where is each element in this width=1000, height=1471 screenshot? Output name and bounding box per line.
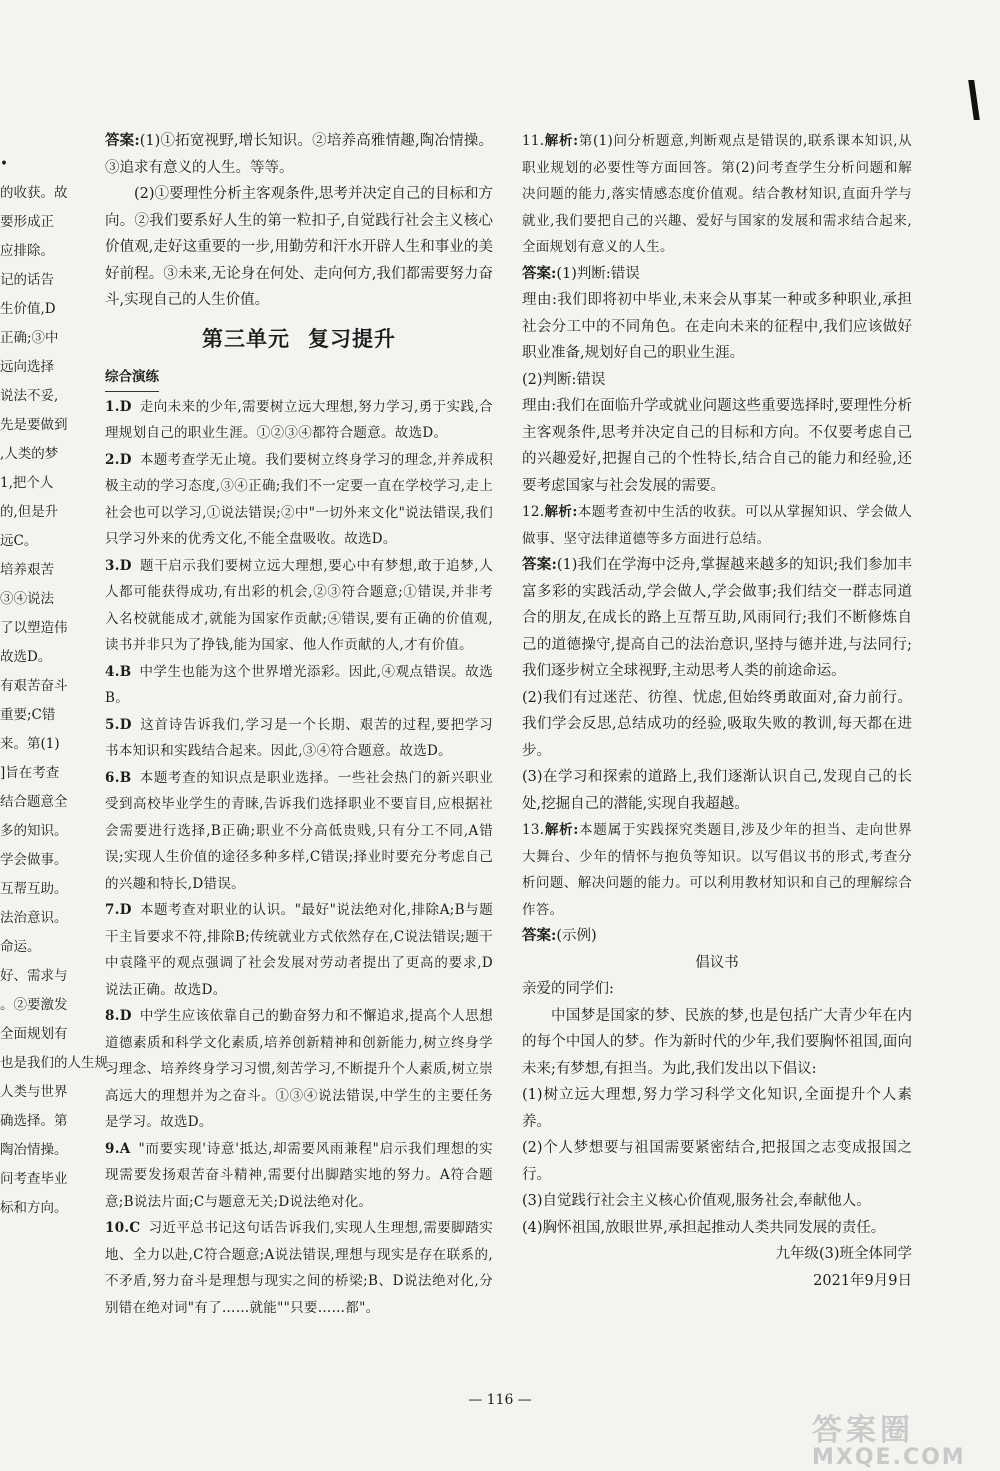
letter-title: 倡议书: [695, 954, 739, 971]
right-column: [522, 128, 912, 1294]
answer-item-number: 8.D: [105, 1008, 132, 1024]
clipped-line: 故选D。: [0, 649, 52, 665]
clipped-line: 了以塑造伟: [0, 620, 68, 636]
letter-body: 中国梦是国家的梦、民族的梦,也是包括广大青少年在内的每个中国人的梦。作为新时代的少年,我们要胸怀祖国,面向未来;有梦想,有担当。为此,我们发出以下倡议:: [522, 1007, 912, 1077]
site-watermark: [812, 1405, 982, 1470]
clipped-line: •: [0, 156, 8, 172]
unit-subtitle: 复习提升: [308, 326, 396, 351]
clipped-line: ]旨在考查: [0, 765, 60, 781]
watermark-logo-text: 答案圈: [812, 1413, 914, 1448]
answer-item: [105, 712, 493, 765]
letter-signature: 九年级(3)班全体同学: [775, 1246, 912, 1262]
answer-item-text: 中学生也能为这个世界增光添彩。因此,④观点错误。故选B。: [105, 663, 493, 706]
clipped-line: 记的话告: [0, 272, 54, 288]
letter-point: (3)自觉践行社会主义核心价值观,服务社会,奉献他人。: [522, 1193, 871, 1209]
answer-item: [105, 1003, 493, 1136]
clipped-line: 陶冶情操。: [0, 1142, 68, 1158]
answer-item-text: 题干启示我们要树立远大理想,要心中有梦想,敢于追梦,人人都可能获得成功,有出彩的机会,②③符合题意;①错误,并非考入名校就能成才,就能为国家作贡献;④错误,要有正确的价值观,读书并非只为了挣钱,能为国家、他人作贡献的人,才有价值。: [105, 557, 493, 653]
q11-a2-head: (2)判断:错误: [522, 371, 606, 388]
answer-item-text: 本题考查学无止境。我们要树立终身学习的理念,并养成积极主动的学习态度,③④正确;我们不一定要一直在学校学习,走上社会也可以学习,①说法错误;②中"一切外来文化"说法错误,我们只学习外来的优秀文化,不能全盘吸收。故选D。: [105, 451, 493, 547]
answer-item-text: 本题考查的知识点是职业选择。一些社会热门的新兴职业受到高校毕业学生的青睐,告诉我们选择职业不要盲目,应根据社会需要进行选择,B正确;职业不分高低贵贱,只有分工不同,A错误;实现人生价值的途径多种多样,C错误;择业时要充分考虑自己的兴趣和特长,D错误。: [105, 769, 493, 892]
clipped-line: ③④说法: [0, 591, 54, 607]
letter-point: (4)胸怀祖国,放眼世界,承担起推动人类共同发展的责任。: [522, 1219, 886, 1236]
letter-point: (1)树立远大理想,努力学习科学文化知识,全面提升个人素养。: [522, 1087, 912, 1130]
clipped-line: 结合题意全: [0, 794, 68, 810]
q11-a1-reason: 理由:我们即将初中毕业,未来会从事某一种或多种职业,承担社会分工中的不同角色。在走向未来的征程中,我们应该做好职业准备,规划好自己的职业生涯。: [522, 292, 912, 361]
answer-item-text: 习近平总书记这句话告诉我们,实现人生理想,需要脚踏实地、全力以赴,C符合题意;A说法错误,理想与现实是存在联系的,不矛盾,努力奋斗是理想与现实之间的桥梁;B、D说法绝对化,分别错在绝对词"有了……就能""只要……都"。: [105, 1220, 493, 1316]
clipped-line: 的收获。故: [0, 185, 68, 201]
answer-label: 答案:: [522, 927, 557, 944]
clipped-line: 生价值,D: [0, 301, 56, 317]
answer-item-number: 10.C: [105, 1220, 141, 1236]
clipped-line: 要形成正: [0, 214, 54, 230]
q12-answer-3: (3)在学习和探索的道路上,我们逐渐认识自己,发现自己的长处,挖掘自己的潜能,实现自我超越。: [522, 769, 912, 812]
q11-analysis-text: 第(1)问分析题意,判断观点是错误的,联系课本知识,从职业规划的必要性等方面回答。第(2)问考查学生分析问题和解决问题的能力,落实情感态度价值观。结合教材知识,直面升学与就业,我们要把自己的兴趣、爱好与国家的发展和需求结合起来,全面规划有意义的人生。: [522, 133, 912, 255]
answer-paragraph-2: (2)①要理性分析主客观条件,思考并决定自己的目标和方向。②我们要系好人生的第一粒扣子,自觉践行社会主义核心价值观,走好这重要的一步,用勤劳和汗水开辟人生和事业的美好前程。③未来,无论身在何处、走向何方,我们都需要努力奋斗,实现自己的人生价值。: [105, 186, 493, 308]
middle-column: [105, 128, 493, 1321]
letter-points: [522, 1082, 912, 1241]
unit-title: 第三单元: [202, 326, 290, 351]
clipped-line: 法治意识。: [0, 910, 68, 926]
answer-item-text: "而要实现'诗意'抵达,却需要风雨兼程"启示我们理想的实现需要发扬艰苦奋斗精神,需要付出脚踏实地的努力。A符合题意;B说法片面;C与题意无关;D说法绝对化。: [105, 1140, 493, 1210]
q13-answer-head: [522, 923, 912, 950]
clipped-line: ,人类的梦: [0, 446, 59, 462]
watermark-url: MXQE.COM: [812, 1445, 966, 1470]
answer-item: [105, 897, 493, 1003]
answer-item-number: 7.D: [105, 902, 132, 918]
answer-item-number: 3.D: [105, 557, 132, 574]
q12-answer-2: (2)我们有过迷茫、彷徨、忧虑,但始终勇敢面对,奋力前行。我们学会反思,总结成功的经验,吸取失败的教训,每天都在进步。: [522, 689, 912, 759]
clipped-line: 互帮互助。: [0, 881, 68, 897]
answer-item: [105, 659, 493, 712]
answer-item: [105, 447, 493, 553]
answer-item-number: 6.B: [105, 769, 132, 786]
clipped-line: 也是我们的人生规: [0, 1055, 108, 1071]
answer-item: [105, 394, 493, 447]
q13-analysis-text: 本题属于实践探究类题目,涉及少年的担当、走向世界大舞台、少年的情怀与抱负等知识。以写倡议书的形式,考查分析问题、解决问题的能力。可以利用教材知识和自己的理解综合作答。: [522, 822, 912, 918]
answer-item-number: 2.D: [105, 451, 132, 468]
q12-number: 12.: [522, 504, 545, 520]
clipped-line: 确选择。第: [0, 1113, 68, 1129]
clipped-line: 培养艰苦: [0, 562, 54, 578]
clipped-line: 先是要做到: [0, 417, 68, 433]
clipped-line: 重要;C错: [0, 707, 56, 723]
clipped-line: 人类与世界: [0, 1084, 68, 1100]
answer-label: 答案:: [105, 132, 140, 149]
unit-heading: [105, 326, 493, 353]
q13-number: 13.: [522, 822, 545, 838]
clipped-line: 学会做事。: [0, 852, 68, 868]
section-label: 综合演练: [105, 364, 159, 392]
clipped-line: 有艰苦奋斗: [0, 678, 68, 694]
clipped-line: 标和方向。: [0, 1200, 68, 1216]
answer-item-text: 走向未来的少年,需要树立远大理想,努力学习,勇于实践,合理规划自己的职业生涯。①②③④都符合题意。故选D。: [105, 398, 493, 441]
analysis-label: 解析:: [544, 822, 579, 838]
answer-item: [105, 553, 493, 659]
q11-a2-reason: 理由:我们在面临升学或就业问题这些重要选择时,要理性分析主客观条件,思考并决定自己的目标和方向。不仅要考虑自己的兴趣爱好,把握自己的个性特长,结合自己的能力和经验,还要考虑国家与社会发展的需要。: [522, 398, 912, 494]
analysis-label: 解析:: [544, 504, 578, 520]
answer-item-number: 5.D: [105, 716, 132, 733]
page-number: — 116 —: [468, 1392, 532, 1408]
clipped-line: 命运。: [0, 939, 41, 955]
analysis-label: 解析:: [544, 133, 579, 149]
q12-answer-1: [522, 552, 912, 685]
answer-item-number: 1.D: [105, 398, 132, 415]
q12-analysis-text: 本题考查初中生活的收获。可以从掌握知识、学会做人做事、坚守法律道德等多方面进行总结。: [522, 504, 912, 547]
q11-answer-head: [522, 261, 912, 288]
answer-items-list: [105, 394, 493, 1322]
answer-item: [105, 1215, 493, 1321]
letter-date: 2021年9月9日: [813, 1272, 912, 1289]
q13-analysis: [522, 817, 912, 923]
q11-analysis: [522, 128, 912, 261]
q12-analysis: [522, 499, 912, 552]
clipped-line: 全面规划有: [0, 1026, 68, 1042]
letter-greeting: 亲爱的同学们:: [522, 981, 614, 997]
clipped-line: 应排除。: [0, 243, 54, 259]
clipped-line: 来。第(1): [0, 736, 60, 752]
answer-item: [105, 1136, 493, 1216]
q13-answer-note: (示例): [556, 928, 597, 944]
answer-item: [105, 765, 493, 898]
left-clipped-column: [0, 150, 108, 1330]
clipped-line: 好、需求与: [0, 968, 68, 984]
clipped-line: 问考查毕业: [0, 1171, 68, 1187]
answer-label: 答案:: [522, 556, 557, 573]
clipped-line: 说法不妥,: [0, 388, 59, 404]
answer-item-number: 9.A: [105, 1140, 131, 1157]
corner-crop-mark: [968, 80, 980, 120]
answer-item-number: 4.B: [105, 663, 132, 680]
clipped-line: 1,把个人: [0, 475, 54, 491]
q12-a1-text: (1)我们在学海中泛舟,掌握越来越多的知识;我们参加丰富多彩的实践活动,学会做人,学会做事;我们结交一群志同道合的朋友,在成长的路上互帮互助,风雨同行;我们不断修炼自己的道德操守,提高自己的法治意识,坚持与德并进,与法同行;我们逐步树立全球视野,主动思考人类的前途命运。: [522, 557, 912, 679]
q11-number: 11.: [522, 133, 545, 149]
letter-point: (2)个人梦想要与祖国需要紧密结合,把报国之志变成报国之行。: [522, 1140, 912, 1183]
answer-text-1: (1)①拓宽视野,增长知识。②培养高雅情趣,陶冶情操。③追求有意义的人生。等等。: [105, 133, 493, 176]
clipped-line: 正确;③中: [0, 330, 59, 346]
clipped-line: 的,但是升: [0, 504, 59, 520]
clipped-line: 远向选择: [0, 359, 54, 375]
answer-item-text: 这首诗告诉我们,学习是一个长期、艰苦的过程,要把学习书本知识和实践结合起来。因此,③④符合题意。故选D。: [105, 716, 493, 759]
clipped-line: 多的知识。: [0, 823, 68, 839]
answer-item-text: 中学生应该依靠自己的勤奋努力和不懈追求,提高个人思想道德素质和科学文化素质,培养创新精神和创新能力,树立终身学习理念、培养终身学习习惯,刻苦学习,不断提升个人素质,树立崇高远大的理想并为之奋斗。①③④说法错误,中学生的主要任务是学习。故选D。: [105, 1008, 493, 1130]
answer-item-text: 本题考查对职业的认识。"最好"说法绝对化,排除A;B与题干主旨要求不符,排除B;传统就业方式依然存在,C说法错误;题干中袁隆平的观点强调了社会发展对劳动者提出了更高的要求,D说法正确。故选D。: [105, 902, 493, 998]
q11-a1-head: (1)判断:错误: [556, 265, 640, 282]
clipped-line: 。②要激发: [0, 997, 68, 1013]
clipped-line: 远C。: [0, 533, 38, 549]
answer-label: 答案:: [522, 264, 557, 282]
answer-paragraph-1: [105, 128, 493, 181]
